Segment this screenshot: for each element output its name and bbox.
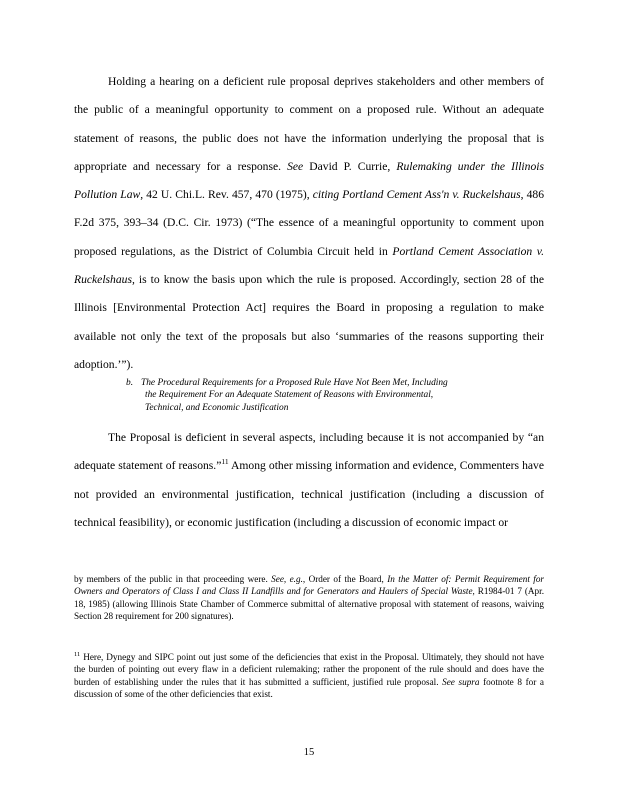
- heading-line-3: Technical, and Economic Justification: [145, 402, 289, 413]
- heading-label: b.: [126, 378, 134, 388]
- citation-title: Rulemaking under the Illinois Pollution Law: [74, 159, 544, 202]
- footnote-11: $^{11}$ Here, Dynegy and SIPC point out just some of the deficiencies that exist in the Proposal. Ultimately, they should not have the burden of pointing out every flaw in a deficient rulemaking; rather the proponent of the rule should and does have the burden of establishing under the rules that it has submitted a sufficient, justified rule proposal. See supra footnote 8 for a discussion of some of the other deficiencies that exist.: [74, 650, 544, 700]
- footnote-number: 11: [74, 650, 81, 658]
- heading-line-1: The Procedural Requirements for a Proposed Rule Have Not Been Met, Including: [141, 378, 448, 388]
- footnote-continuation: by members of the public in that proceeding were. See, e.g., Order of the Board, In the Matter of: Permit Requirement for Owners and Operators of Class I and Class II Landfills and for Generators and Haulers of Special Waste, R1984-01 7 (Apr. 18, 1985) (allowing Illinois State Chamber of Commerce submittal of alternative proposal with statement of reasons, waiving Section 28 requirement for 200 signatures).: [74, 574, 545, 622]
- body-paragraph-1: Holding a hearing on a deficient rule proposal deprives stakeholders and other members of the public of a meaningful opportunity to comment on a proposed rule. Without an adequate statement of reasons, the public does not have the information underlying the proposal that is appropriate and necessary for a response. See David P. Currie, Rulemaking under the Illinois Pollution Law, 42 U. Chi.L. Rev. 457, 470 (1975), citing Portland Cement Ass'n v. Ruckelshaus, 486 F.2d 375, 393–34 (D.C. Cir. 1973) (“The essence of a meaningful opportunity to comment upon proposed regulations, as the District of Columbia Circuit held in Portland Cement Association v. Ruckelshaus, is to know the basis upon which the rule is proposed. Accordingly, section 28 of the Illinois [Environmental Protection Act] requires the Board in proposing a regulation to make available not only the text of the proposals but also ‘summaries of the reasons supporting their adoption.’”).: [74, 75, 544, 371]
- footnote-ref-11: 11: [221, 457, 229, 467]
- heading-line-2: the Requirement For an Adequate Statement of Reasons with Environmental,: [145, 390, 434, 401]
- citation-citing: citing Portland Cement Ass'n v. Ruckelshaus: [312, 188, 521, 202]
- page-number: 15: [303, 747, 315, 758]
- body-paragraph-2: The Proposal is deficient in several aspects, including because it is not accompanied by “an adequate statement of reasons.”$^{11}$ Among other missing information and evidence, Commenters have not provided an environmental justification, technical justification (including a discussion of technical feasibility), or economic justification (including a discussion of economic impact or: [74, 431, 545, 529]
- signal-see: See: [287, 159, 304, 173]
- citation-case: Portland Cement Association v. Ruckelshaus,: [74, 244, 544, 287]
- section-heading-b: [126, 377, 536, 414]
- footnote-case-title: In the Matter of: Permit Requirement for Owners and Operators of Class I and Class II Landfills and for Generators and Haulers of Special Waste: [74, 574, 545, 597]
